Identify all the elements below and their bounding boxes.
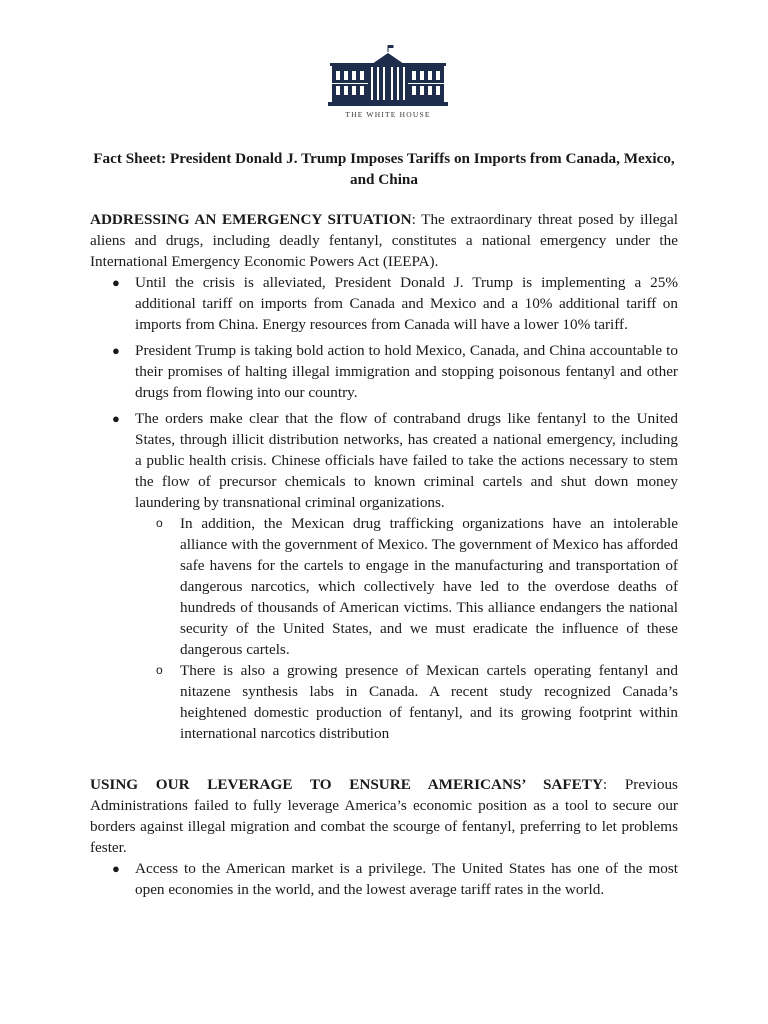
sub-bullet-marker: o	[156, 516, 163, 530]
sub-bullet-text: There is also a growing presence of Mexican cartels operating fentanyl and nitazene synthesis labs in Canada. A recent study recognized Canada’s heightened domestic production of fentanyl, and its growing footprint within international narcotics distribution	[180, 662, 678, 742]
sub-bullet-list	[135, 513, 678, 744]
bullet-item	[90, 272, 678, 335]
bullet-marker: ●	[112, 343, 120, 358]
bullet-text: President Trump is taking bold action to hold Mexico, Canada, and China accountable to their promises of halting illegal immigration and stopping poisonous fentanyl and other drugs from flowing into our country.	[135, 342, 678, 401]
sub-bullet-item	[135, 513, 678, 660]
section-leverage	[90, 774, 678, 900]
section-intro: : The extraordinary threat posed by illegal aliens and drugs, including deadly fentanyl, constitutes a national emergency under the International Emergency Economic Powers Act (IEEPA).	[90, 211, 678, 270]
bullet-list	[90, 272, 678, 744]
bullet-item	[90, 858, 678, 900]
section-heading: ADDRESSING AN EMERGENCY SITUATION	[90, 211, 412, 228]
bullet-text: The orders make clear that the flow of contraband drugs like fentanyl to the United States, through illicit distribution networks, has created a national emergency, including a public health crisis. Chinese officials have failed to take the actions necessary to stem the flow of precursor chemicals to known criminal cartels and shut down money laundering by transnational criminal organizations.	[135, 410, 678, 511]
sub-bullet-item	[135, 660, 678, 744]
logo-caption: THE WHITE HOUSE	[345, 110, 431, 119]
section-heading: USING OUR LEVERAGE TO ENSURE AMERICANS’ SAFETY	[90, 776, 603, 793]
bullet-list	[90, 858, 678, 900]
bullet-item	[90, 408, 678, 744]
bullet-marker: ●	[112, 275, 120, 290]
sub-bullet-marker: o	[156, 663, 163, 677]
white-house-building-icon	[326, 44, 450, 108]
white-house-logo	[326, 44, 450, 120]
bullet-text: Until the crisis is alleviated, President Donald J. Trump is implementing a 25% additional tariff on imports from Canada and Mexico and a 10% additional tariff on imports from China. Energy resources from Canada will have a lower 10% tariff.	[135, 274, 678, 333]
bullet-marker: ●	[112, 861, 120, 876]
section-lead	[90, 774, 678, 858]
bullet-text: Access to the American market is a privilege. The United States has one of the most open economies in the world, and the lowest average tariff rates in the world.	[135, 860, 678, 898]
document-title: Fact Sheet: President Donald J. Trump Imposes Tariffs on Imports from Canada, Mexico, and China	[93, 150, 675, 188]
section-emergency	[90, 209, 678, 744]
section-lead	[90, 209, 678, 272]
section-intro: : Previous Administrations failed to fully leverage America’s economic position as a tool to secure our borders against illegal migration and combat the scourge of fentanyl, preferring to let problems fester.	[90, 776, 678, 856]
bullet-item	[90, 340, 678, 403]
bullet-marker: ●	[112, 411, 120, 426]
sub-bullet-text: In addition, the Mexican drug trafficking organizations have an intolerable alliance with the government of Mexico. The government of Mexico has afforded safe havens for the cartels to engage in the manufacturing and transportation of dangerous narcotics, which collectively have led to the overdose deaths of hundreds of thousands of American victims. This alliance endangers the national security of the United States, and we must eradicate the influence of these dangerous cartels.	[180, 515, 678, 658]
